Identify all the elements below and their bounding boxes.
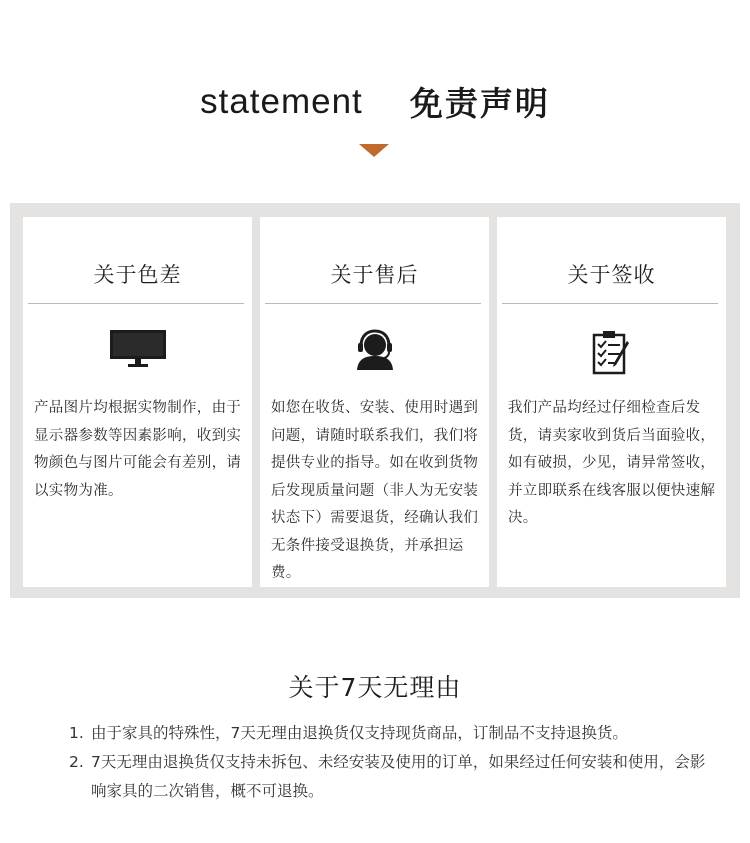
note-item: [69, 719, 709, 748]
down-arrow-icon: [359, 144, 389, 157]
page-header: [0, 78, 750, 125]
note-item: [69, 748, 709, 806]
clipboard-checklist-icon: [592, 329, 632, 379]
info-panel: [10, 203, 740, 598]
card-color-difference: [23, 217, 252, 587]
monitor-icon: [109, 329, 167, 373]
divider: [502, 303, 718, 304]
statement-title-zh: 免责声明: [409, 84, 550, 123]
divider: [28, 303, 244, 304]
statement-title-en: statement: [200, 81, 363, 121]
card-text: 如您在收货、安装、使用时遇到问题，请随时联系我们，我们将提供专业的指导。如在收到货物后发现质量问题（非人为无安装状态下）需要退货，经确认我们无条件接受退换货，并承担运费。: [271, 400, 479, 581]
customer-service-headset-icon: [353, 329, 397, 375]
note-text: 由于家具的特殊性，7天无理由退换货仅支持现货商品，订制品不支持退换货。: [91, 724, 628, 742]
card-text: 我们产品均经过仔细检查后发货，请卖家收到货后当面验收，如有破损，少见，请异常签收，并立即联系在线客服以便快速解决。: [508, 400, 716, 526]
divider: [265, 303, 481, 304]
card-title: 关于售后: [330, 263, 419, 287]
card-text: 产品图片均根据实物制作，由于显示器参数等因素影响，收到实物颜色与图片可能会有差别，请以实物为准。: [34, 400, 242, 499]
card-after-sales: [260, 217, 489, 587]
card-title: 关于色差: [93, 263, 182, 287]
seven-day-return-title: 关于7天无理由: [288, 673, 462, 702]
note-number: 1.: [69, 724, 84, 742]
seven-day-notes: [69, 719, 709, 806]
note-number: 2.: [69, 753, 84, 771]
card-signing: [497, 217, 726, 587]
note-text: 7天无理由退换货仅支持未拆包、未经安装及使用的订单，如果经过任何安装和使用，会影响家具的二次销售，概不可退换。: [91, 753, 706, 800]
card-title: 关于签收: [567, 263, 656, 287]
